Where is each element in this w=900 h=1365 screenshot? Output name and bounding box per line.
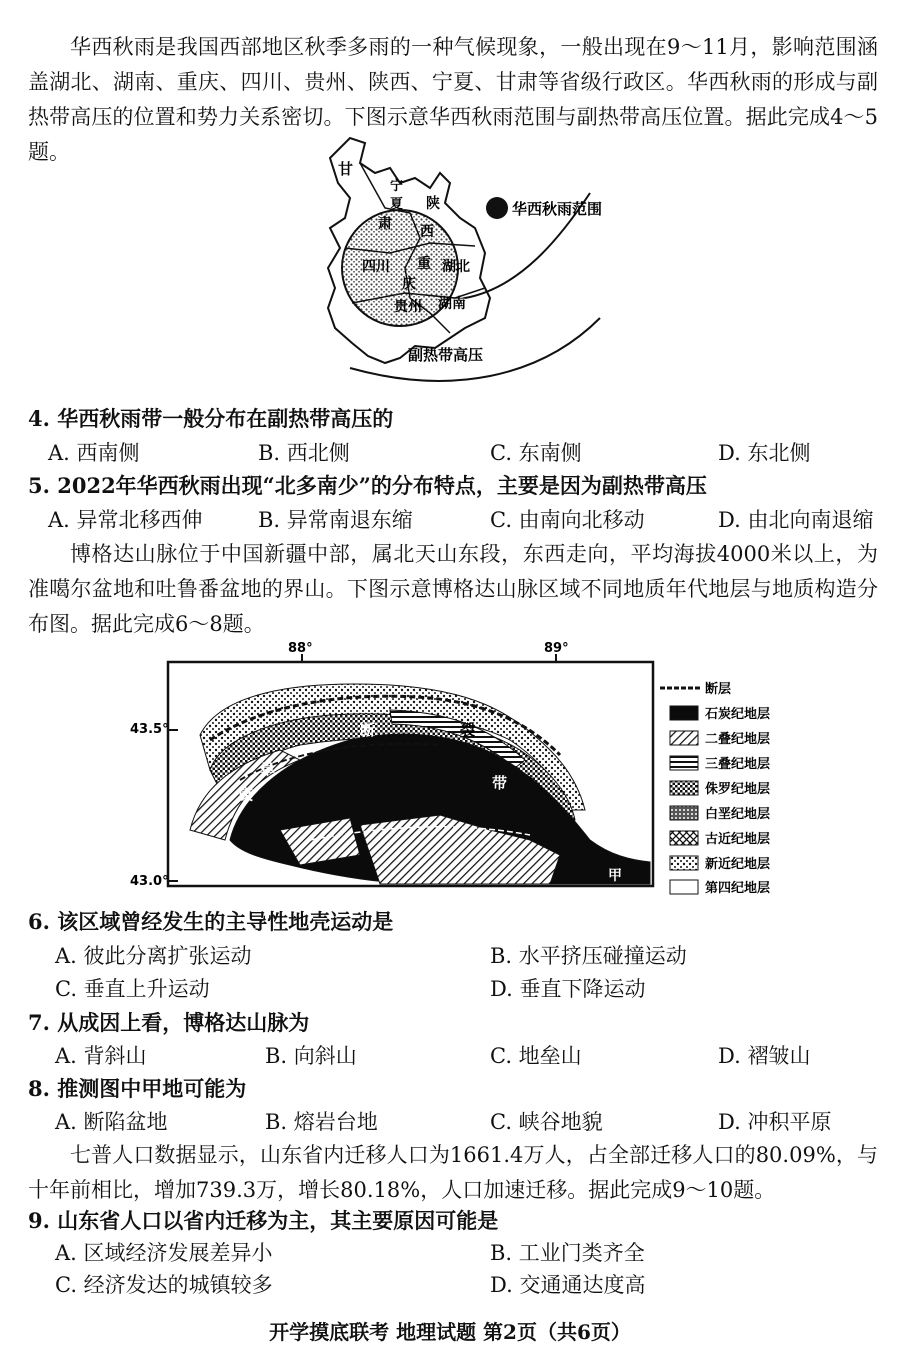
q8-option-d[interactable]: D. 冲积平原 <box>718 1110 832 1134</box>
q6-option-a[interactable]: A. 彼此分离扩张运动 <box>55 944 252 968</box>
question-9-stem: 9. 山东省人口以省内迁移为主，其主要原因可能是 <box>28 1208 499 1233</box>
q9-option-c[interactable]: C. 经济发达的城镇较多 <box>55 1273 273 1297</box>
point-jia-label: 甲 <box>608 868 622 884</box>
question-4-stem: 4. 华西秋雨带一般分布在副热带高压的 <box>28 406 394 431</box>
q6-option-c[interactable]: C. 垂直上升运动 <box>55 977 210 1001</box>
bogda-geology-map <box>130 640 810 902</box>
legend-item: 第四纪地层 <box>705 881 771 896</box>
question-8-stem: 8. 推测图中甲地可能为 <box>28 1076 247 1101</box>
legend-item: 古近纪地层 <box>705 832 771 847</box>
question-6-stem: 6. 该区域曾经发生的主导性地壳运动是 <box>28 909 394 934</box>
province-label: 庆 <box>402 276 416 292</box>
q8-option-a[interactable]: A. 断陷盆地 <box>55 1110 168 1134</box>
province-label: 陕 <box>426 196 440 212</box>
place-word: 阜 <box>260 760 276 778</box>
province-label: 贵州 <box>394 299 422 315</box>
page-footer: 开学摸底联考 地理试题 第2页（共6页） <box>269 1320 631 1344</box>
province-label: 西 <box>420 224 434 240</box>
legend-item: 石炭纪地层 <box>705 707 771 722</box>
longitude-label: 89° <box>544 641 569 656</box>
question-5-stem: 5. 2022年华西秋雨出现“北多南少”的分布特点，主要是因为副热带高压 <box>28 473 707 498</box>
q8-option-c[interactable]: C. 峡谷地貌 <box>490 1110 603 1134</box>
fault-word: 断 <box>360 721 376 739</box>
longitude-label: 88° <box>288 641 313 656</box>
q5-option-a[interactable]: A. 异常北移西伸 <box>48 508 203 532</box>
legend-rain-dot <box>486 197 508 219</box>
q9-option-a[interactable]: A. 区域经济发展差异小 <box>55 1241 273 1265</box>
q6-option-b[interactable]: B. 水平挤压碰撞运动 <box>490 944 687 968</box>
province-label: 甘 <box>338 160 354 178</box>
legend-item: 三叠纪地层 <box>705 757 771 772</box>
province-label: 夏 <box>390 197 404 212</box>
q4-option-c[interactable]: C. 东南侧 <box>490 441 582 465</box>
intro-paragraph-3: 七普人口数据显示，山东省内迁移人口为1661.4万人，占全部迁移人口的80.09%，与十年前相比，增加739.3万，增长80.18%，人口加速迁移。据此完成9～10题。 <box>28 1143 878 1202</box>
province-label: 重 <box>417 256 431 272</box>
map-legend <box>660 681 770 896</box>
legend-item: 断层 <box>705 682 732 697</box>
latitude-label: 43.0° <box>130 874 169 889</box>
q7-option-c[interactable]: C. 地垒山 <box>490 1044 582 1068</box>
q5-option-b[interactable]: B. 异常南退东缩 <box>258 508 413 532</box>
question-7-stem: 7. 从成因上看，博格达山脉为 <box>28 1010 310 1035</box>
fault-word: 带 <box>492 774 508 792</box>
q4-option-a[interactable]: A. 西南侧 <box>48 441 140 465</box>
huaxi-rain-map <box>290 128 650 398</box>
q7-option-b[interactable]: B. 向斜山 <box>265 1044 357 1068</box>
place-word: 康 <box>238 786 254 804</box>
q4-option-b[interactable]: B. 西北侧 <box>258 441 350 465</box>
q5-option-c[interactable]: C. 由南向北移动 <box>490 508 645 532</box>
province-label: 四川 <box>362 259 390 275</box>
province-label: 湖北 <box>442 259 470 275</box>
legend-item: 新近纪地层 <box>705 857 771 872</box>
intro-paragraph-1: 华西秋雨是我国西部地区秋季多雨的一种气候现象，一般出现在9～11月，影响范围涵盖湖北、湖南、重庆、四川、贵州、陕西、宁夏、甘肃等省级行政区。华西秋雨的形成与副热带高压的位置和势力关系密切。下图示意华西秋雨范围与副热带高压位置。据此完成4～5题。 <box>28 35 878 164</box>
q6-option-d[interactable]: D. 垂直下降运动 <box>490 977 646 1001</box>
legend-item: 白垩纪地层 <box>705 807 771 822</box>
legend-item: 二叠纪地层 <box>705 732 771 747</box>
q4-option-d[interactable]: D. 东北侧 <box>718 441 811 465</box>
subtropical-high-label: 副热带高压 <box>408 346 484 364</box>
province-label: 湖南 <box>438 296 466 312</box>
q9-option-d[interactable]: D. 交通通达度高 <box>490 1273 646 1297</box>
fault-word: 裂 <box>460 721 476 739</box>
intro-paragraph-2: 博格达山脉位于中国新疆中部，属北天山东段，东西走向，平均海拔4000米以上，为准噶尔盆地和吐鲁番盆地的界山。下图示意博格达山脉区域不同地质年代地层与地质构造分布图。据此完成6～8题。 <box>28 542 878 636</box>
q7-option-a[interactable]: A. 背斜山 <box>55 1044 147 1068</box>
q5-option-d[interactable]: D. 由北向南退缩 <box>718 508 874 532</box>
legend-rain-label: 华西秋雨范围 <box>512 200 603 218</box>
province-label: 肃 <box>378 216 392 232</box>
q7-option-d[interactable]: D. 褶皱山 <box>718 1044 811 1068</box>
latitude-label: 43.5° <box>130 722 169 737</box>
province-label: 宁 <box>390 179 404 194</box>
q8-option-b[interactable]: B. 熔岩台地 <box>265 1110 378 1134</box>
q9-option-b[interactable]: B. 工业门类齐全 <box>490 1241 645 1265</box>
legend-item: 侏罗纪地层 <box>705 782 771 797</box>
